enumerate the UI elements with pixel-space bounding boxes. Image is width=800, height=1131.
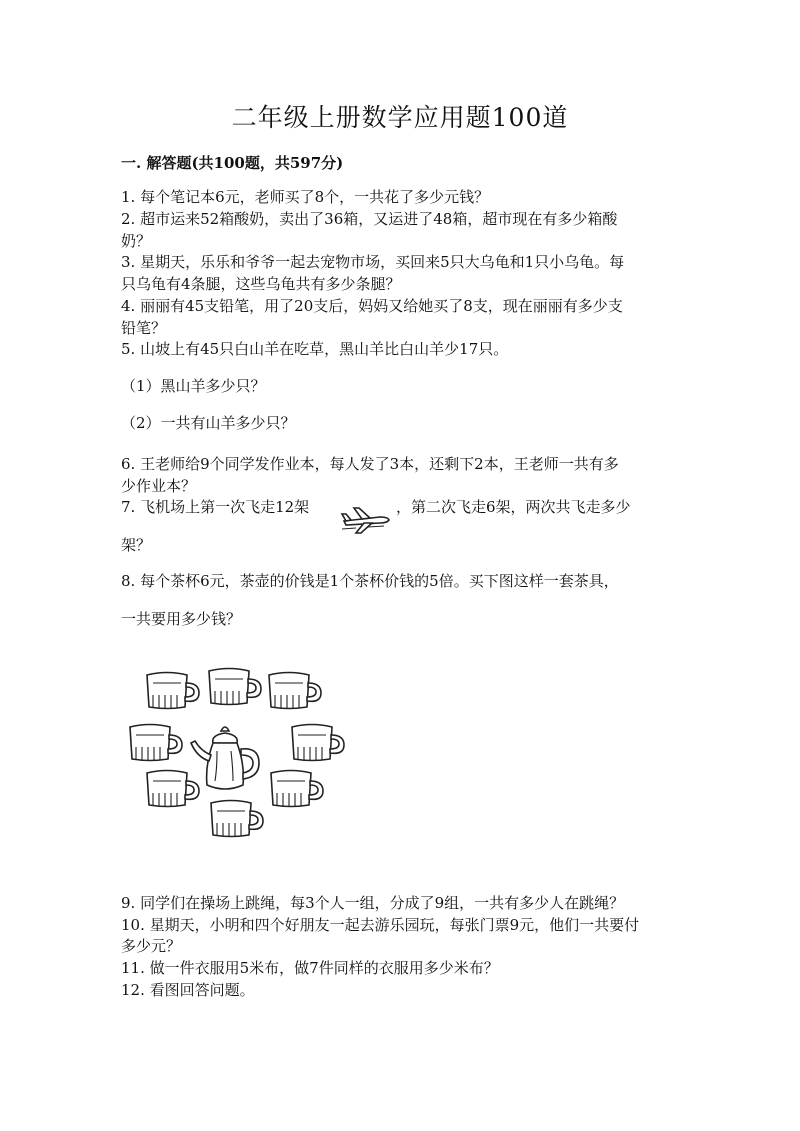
teacup-middle-left	[130, 725, 182, 761]
teacup-bottom-right	[271, 771, 323, 807]
question-11: 11. 做一件衣服用5米布，做7件同样的衣服用多少米布？	[121, 959, 499, 977]
airplane-icon	[340, 505, 392, 535]
teacup-bottom-middle	[211, 801, 263, 837]
question-4-line-2: 铅笔？	[121, 319, 167, 337]
teacup-bottom-left	[147, 771, 199, 807]
question-5-part-2: （2）一共有山羊多少只？	[121, 414, 296, 432]
question-5-part-1: （1）黑山羊多少只？	[121, 377, 266, 395]
teacup-top-middle	[209, 669, 261, 705]
question-6-line-1: 6. 王老师给9个同学发作业本，每人发了3本，还剩下2本，王老师一共有多	[121, 455, 619, 473]
question-8-line-1: 8. 每个茶杯6元，茶壶的价钱是1个茶杯价钱的5倍。买下图这样一套茶具，	[121, 572, 619, 590]
question-2-line-2: 奶？	[121, 232, 152, 250]
question-12: 12. 看图回答问题。	[121, 981, 255, 999]
question-10-line-1: 10. 星期天，小明和四个好朋友一起去游乐园玩，每张门票9元，他们一共要付	[121, 916, 640, 934]
question-3-line-1: 3. 星期天，乐乐和爷爷一起去宠物市场，买回来5只大乌龟和1只小乌龟。每	[121, 253, 625, 271]
question-2-line-1: 2. 超市运来52箱酸奶，卖出了36箱，又运进了48箱，超市现在有多少箱酸	[121, 210, 618, 228]
question-9: 9. 同学们在操场上跳绳，每3个人一组，分成了9组，一共有多少人在跳绳？	[121, 894, 625, 912]
question-3-line-2: 只乌龟有4条腿，这些乌龟共有多少条腿？	[121, 275, 401, 293]
question-10-line-2: 多少元？	[121, 937, 182, 955]
question-4-line-1: 4. 丽丽有45支铅笔，用了20支后，妈妈又给她买了8支，现在丽丽有多少支	[121, 297, 623, 315]
question-7-line-1a: 7. 飞机场上第一次飞走12架	[121, 498, 310, 516]
question-1: 1. 每个笔记本6元，老师买了8个，一共花了多少元钱？	[121, 188, 490, 206]
teaset-illustration	[125, 665, 355, 855]
question-8-line-2: 一共要用多少钱？	[121, 610, 242, 628]
teacup-middle-right	[292, 725, 344, 761]
page-title: 二年级上册数学应用题100道	[231, 103, 569, 132]
teapot	[191, 727, 259, 789]
question-7-line-2: 架？	[121, 536, 152, 554]
section-heading: 一. 解答题(共100题，共597分)	[121, 154, 344, 172]
teacup-top-left	[147, 673, 199, 709]
teacup-top-right	[269, 673, 321, 709]
question-6-line-2: 少作业本？	[121, 477, 197, 495]
question-5: 5. 山坡上有45只白山羊在吃草，黑山羊比白山羊少17只。	[121, 340, 509, 358]
question-7-line-1b: ，第二次飞走6架，两次共飞走多少	[396, 498, 631, 516]
